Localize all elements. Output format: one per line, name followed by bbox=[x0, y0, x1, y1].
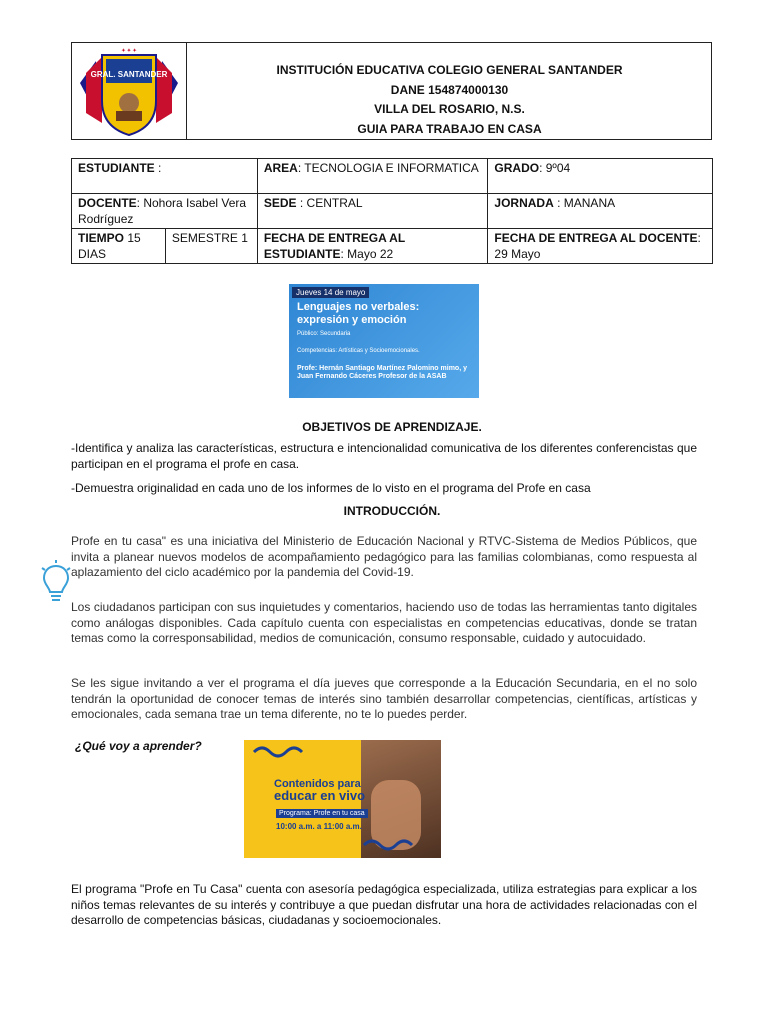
banner-date: Jueves 14 de mayo bbox=[292, 287, 369, 298]
dane-code: DANE 154874000130 bbox=[390, 82, 509, 97]
header-box bbox=[71, 42, 712, 140]
city: VILLA DEL ROSARIO, N.S. bbox=[374, 102, 525, 116]
area-cell: AREA: TECNOLOGIA E INFORMATICA bbox=[257, 159, 488, 194]
guide-title: GUIA PARA TRABAJO EN CASA bbox=[357, 121, 542, 136]
episode-banner bbox=[289, 284, 479, 398]
banner-profe: Profe: Hernán Santiago Martínez Palomino mimo, y Juan Fernando Cáceres Profesor de la ASAB bbox=[297, 365, 467, 380]
tiempo-cell: TIEMPO 15 DIAS bbox=[72, 229, 166, 264]
closing-paragraph: El programa "Profe en Tu Casa" cuenta con asesoría pedagógica especializada, utiliza estrategias para explicar a los niños temas relevantes de su interés y contribuye a que puedan disfrutar una hora de actividades relacionadas con el desarrollo de competencias básicas, ciudadanas y socioemocionales. bbox=[71, 882, 697, 927]
banner2-program: Programa: Profe en tu casa bbox=[276, 809, 368, 818]
banner2-time: 10:00 a.m. a 11:00 a.m. bbox=[276, 822, 362, 831]
estudiante-cell: ESTUDIANTE : bbox=[72, 159, 258, 194]
intro-paragraph-3: Se les sigue invitando a ver el programa el día jueves que corresponde a la Educación Secundaria, en el no solo tendrán la oportunidad de conocer temas de interés sino también desarrollar competencias, científicas, artísticas y emocionales, cada semana trae un tema diferente, no te lo puedes perder. bbox=[71, 676, 697, 721]
logo-text: GRAL. SANTANDER bbox=[90, 70, 168, 79]
banner-title: Lenguajes no verbales: expresión y emoción bbox=[297, 301, 420, 326]
intro-paragraph-2: Los ciudadanos participan con sus inquietudes y comentarios, haciendo uso de todas las herramientas tanto digitales como análogas disponibles. Cada capítulo cuenta con especialistas en competencias educativas, donde se tratan temas como la corresponsabilidad, medios de comunicación, consumo responsable, cuidado y autocuidado. bbox=[71, 600, 697, 645]
header-title bbox=[186, 61, 713, 139]
objetivos-title: OBJETIVOS DE APRENDIZAJE. bbox=[302, 420, 482, 434]
lightbulb-icon bbox=[40, 560, 72, 606]
docente-cell: DOCENTE: Nohora Isabel Vera Rodríguez bbox=[72, 194, 258, 229]
objetivo-1: -Identifica y analiza las características, estructura e intencionalidad comunicativa de los diferentes conferencistas que participan en el programa el profe en casa. bbox=[71, 441, 697, 471]
svg-text:✦ ✦ ✦: ✦ ✦ ✦ bbox=[121, 48, 137, 54]
banner-publico: Público: Secundaria bbox=[297, 331, 351, 337]
semestre-cell: SEMESTRE 1 bbox=[165, 229, 257, 264]
jornada-cell: JORNADA : MANANA bbox=[488, 194, 713, 229]
info-table bbox=[71, 158, 713, 264]
grado-cell: GRADO: 9º04 bbox=[488, 159, 713, 194]
question-heading: ¿Qué voy a aprender? bbox=[75, 739, 202, 753]
objetivo-2: -Demuestra originalidad en cada uno de los informes de lo visto en el programa del Profe en casa bbox=[71, 481, 591, 495]
live-content-banner bbox=[244, 740, 441, 858]
intro-paragraph-1: Profe en tu casa" es una iniciativa del Ministerio de Educación Nacional y RTVC-Sistema de Medios Públicos, que invita a planear nuevos modelos de acompañamiento pedagógico para las familias colombianas, como respuesta al aplazamiento del ciclo académico por la pandemia del Covid-19. bbox=[71, 534, 697, 579]
entrega-estudiante-cell: FECHA DE ENTREGA AL ESTUDIANTE: Mayo 22 bbox=[257, 229, 488, 264]
school-name: INSTITUCIÓN EDUCATIVA COLEGIO GENERAL SANTANDER bbox=[276, 63, 623, 77]
sede-cell: SEDE : CENTRAL bbox=[257, 194, 488, 229]
school-shield-icon bbox=[72, 43, 186, 139]
intro-title: INTRODUCCIÓN. bbox=[343, 504, 441, 518]
school-logo bbox=[72, 43, 187, 139]
banner2-title: Contenidos para educar en vivo bbox=[274, 778, 366, 803]
entrega-docente-cell: FECHA DE ENTREGA AL DOCENTE: 29 Mayo bbox=[488, 229, 713, 264]
banner-competencias: Competencias: Artísticas y Socioemocionales. bbox=[297, 348, 420, 354]
